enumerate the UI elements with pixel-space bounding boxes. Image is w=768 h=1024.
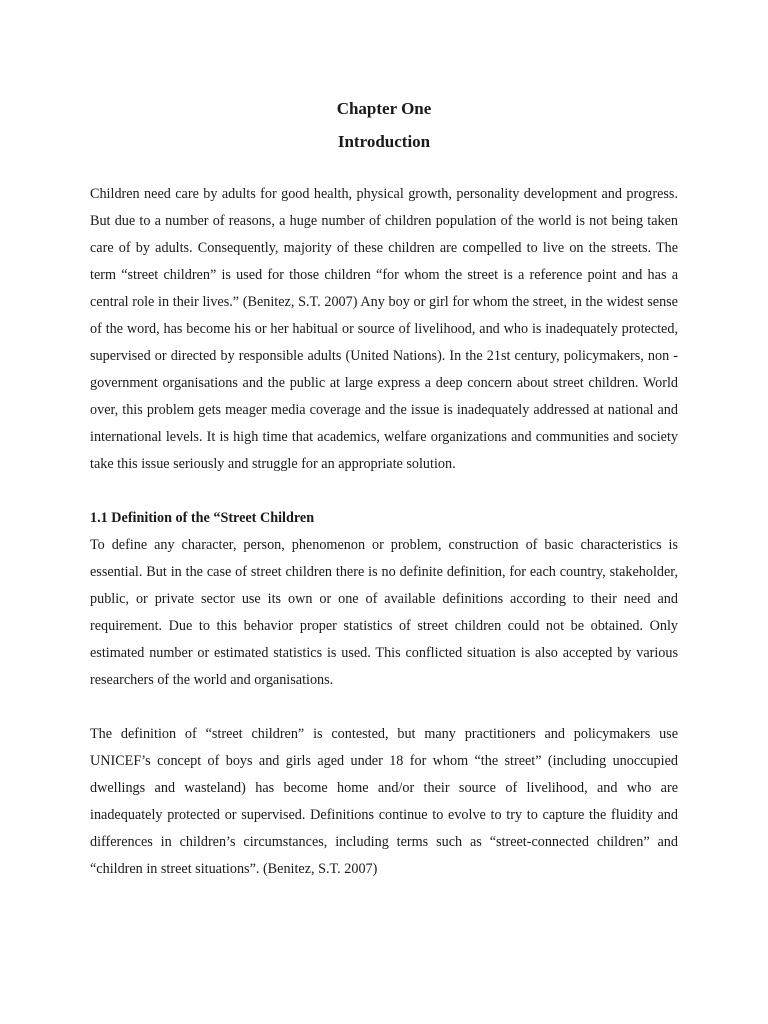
section-heading: 1.1 Definition of the “Street Children xyxy=(90,510,315,526)
chapter-title: Chapter One xyxy=(336,99,432,118)
definition-paragraph-1: To define any character, person, phenomenon or problem, construction of basic characteristics is essential. But in the case of street children there is no definite definition, for each country, stakeholder, public, or private sector use its own or one of available definitions according to their need and requirement. Due to this behavior proper statistics of street children could not be obtained. Only estimated number or estimated statistics is used. This conflicted situation is also accepted by various researchers of the world and organisations. xyxy=(90,537,678,688)
chapter-subtitle: Introduction xyxy=(337,132,431,151)
definition-paragraph-2: The definition of “street children” is contested, but many practitioners and policymakers use UNICEF’s concept of boys and girls aged under 18 for whom “the street” (including unoccupied dwellings and wasteland) has become home and/or their source of livelihood, and who are inadequately protected or supervised. Definitions continue to evolve to try to capture the fluidity and differences in children’s circumstances, including terms such as “street-connected children” and “children in street situations”. (Benitez, S.T. 2007) xyxy=(90,726,678,877)
intro-paragraph: Children need care by adults for good health, physical growth, personality development and progress. But due to a number of reasons, a huge number of children population of the world is not being taken care of by adults. Consequently, majority of these children are compelled to live on the streets. The term “street children” is used for those children “for whom the street is a reference point and has a central role in their lives.” (Benitez, S.T. 2007) Any boy or girl for whom the street, in the widest sense of the word, has become his or her habitual or source of livelihood, and who is inadequately protected, supervised or directed by responsible adults (United Nations). In the 21st century, policymakers, non - government organisations and the public at large express a deep concern about street children. World over, this problem gets meager media coverage and the issue is inadequately addressed at national and international levels. It is high time that academics, welfare organizations and communities and society take this issue seriously and struggle for an appropriate solution. xyxy=(90,186,678,472)
